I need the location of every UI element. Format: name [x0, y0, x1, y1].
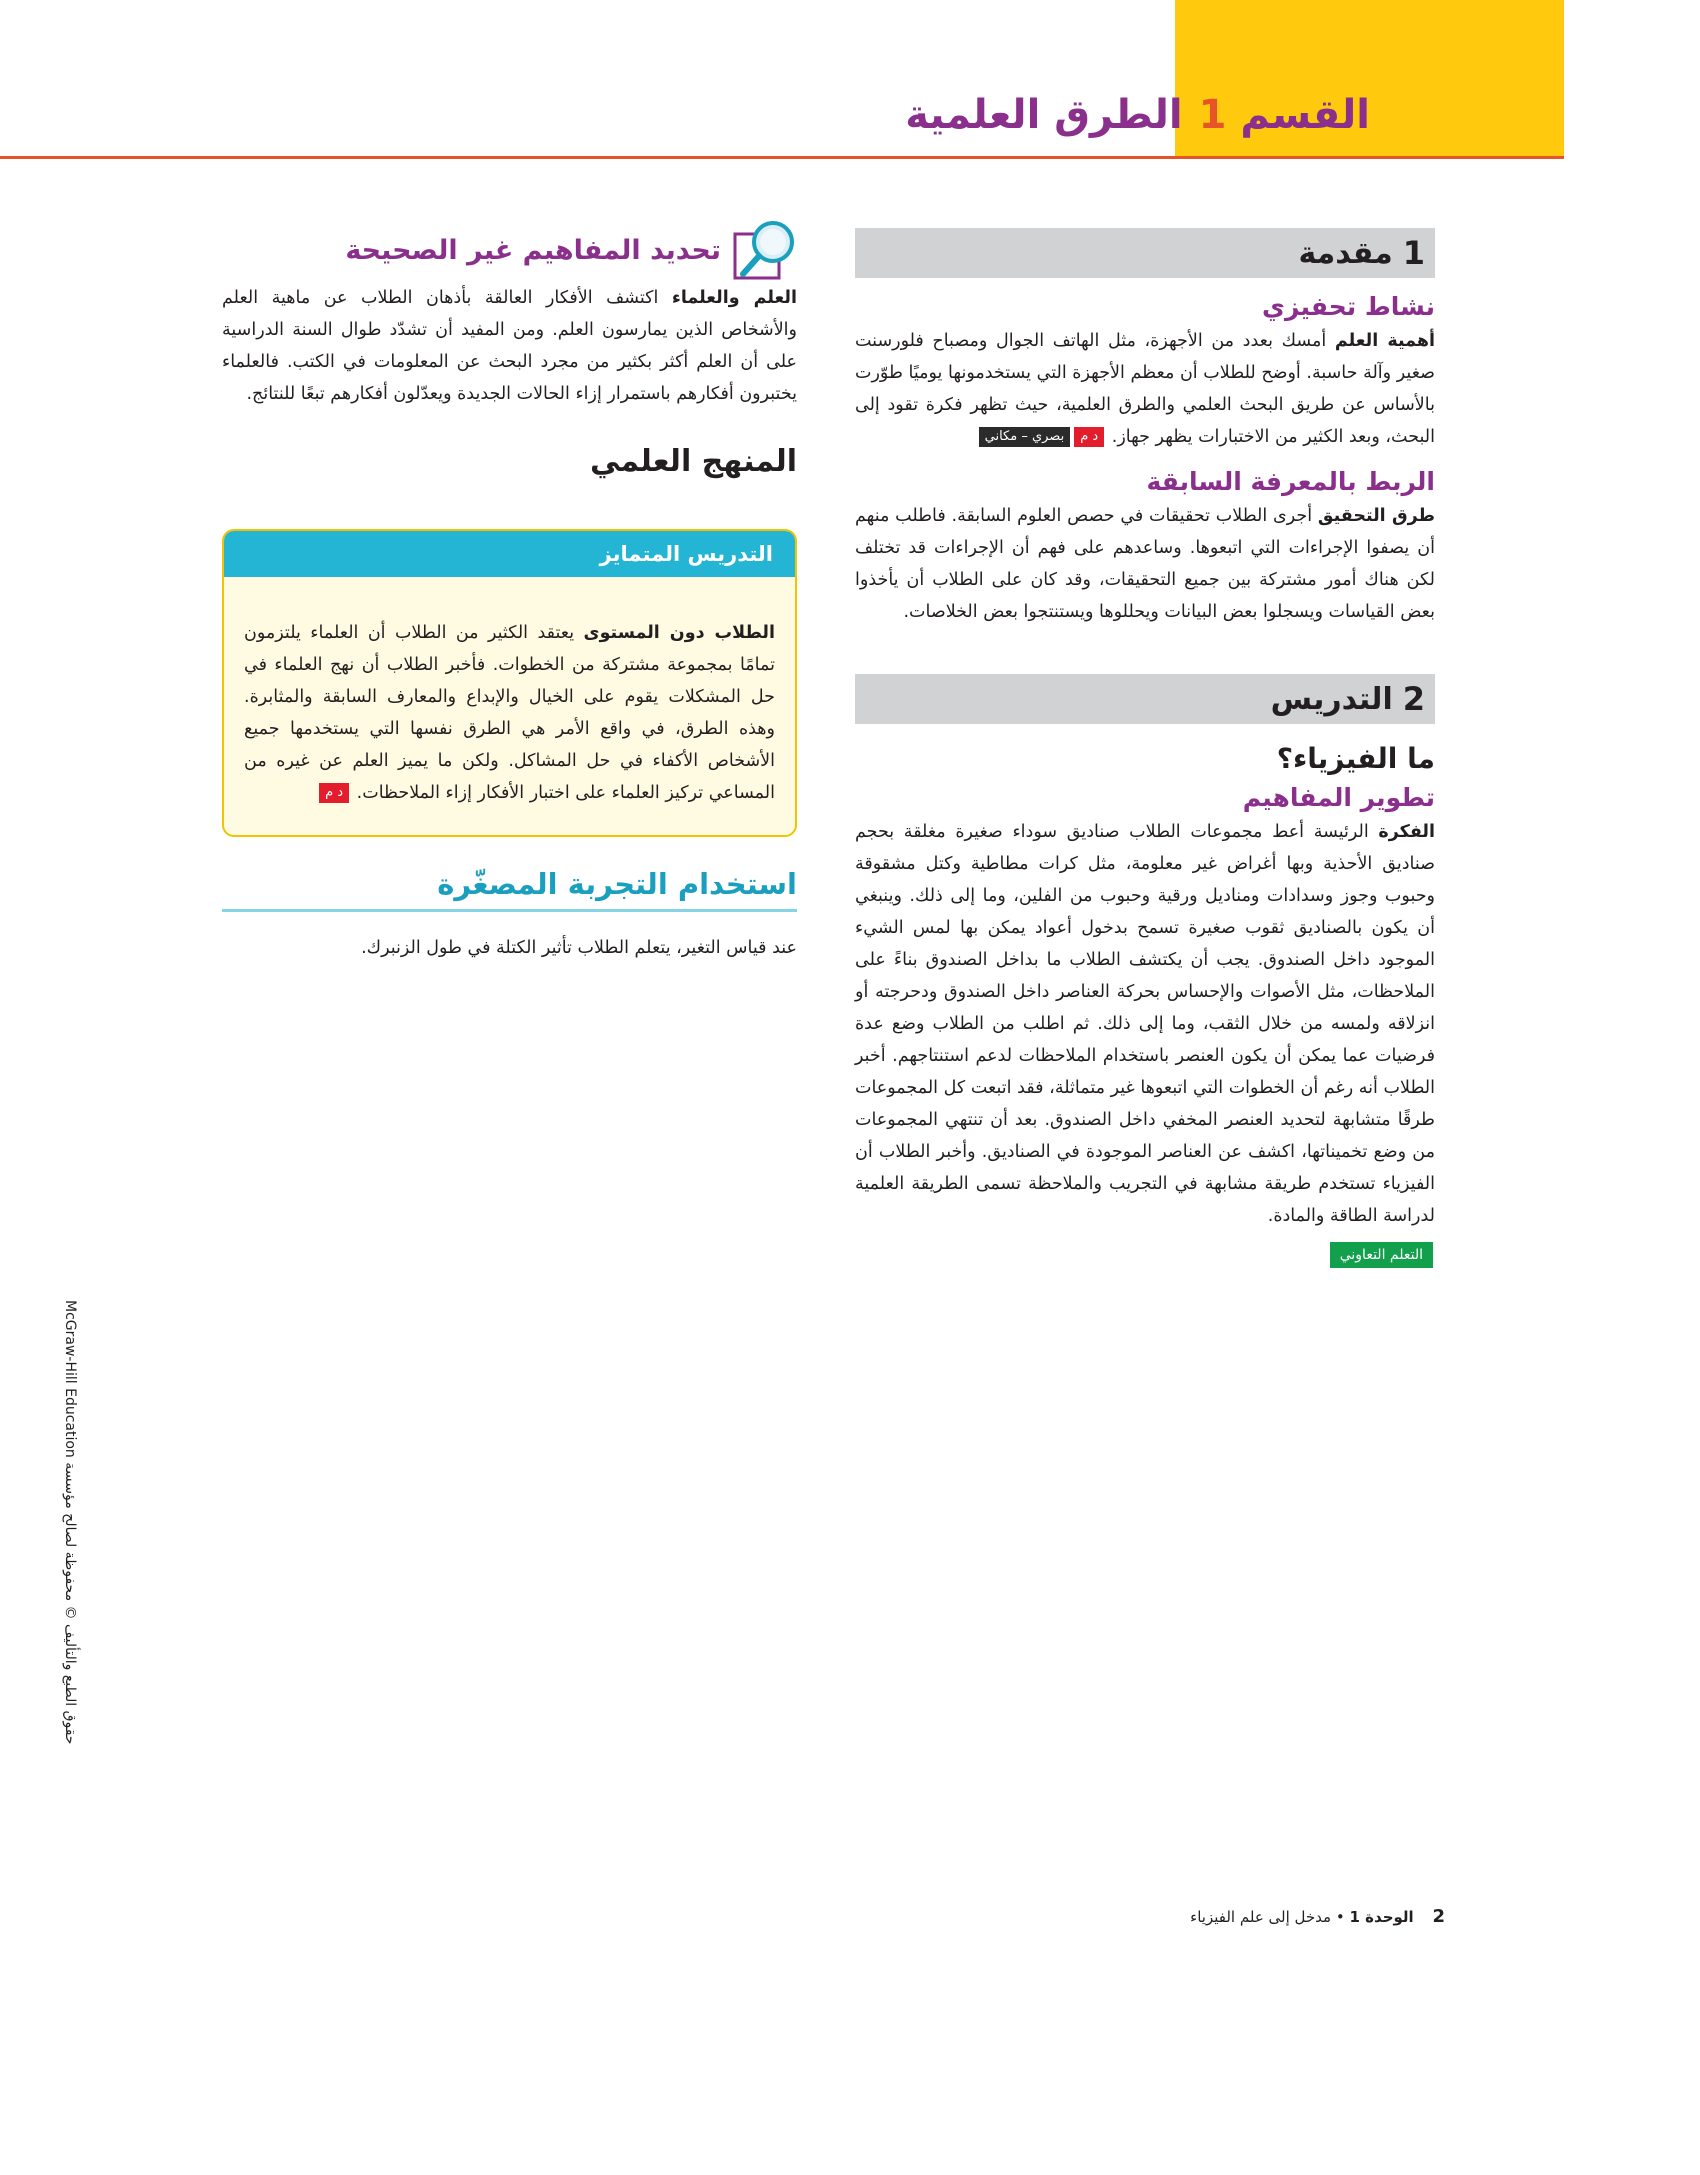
concepts-lead: الفكرة: [1378, 822, 1435, 842]
misconceptions-text: اكتشف الأفكار العالقة بأذهان الطلاب عن ماهية العلم والأشخاص الذين يمارسون العلم. ومن المفيد أن تشدّد طوال السنة الدراسية على أن العلم أكثر بكثير من مجرد البحث عن المعلومات في الكتب. فالعلماء يختبرون أفكارهم باستمرار إزاء الحالات الجديدة ويعدّلون أفكارهم تبعًا للنتائج.: [222, 288, 797, 404]
section-label: القسم: [1240, 92, 1370, 138]
intro-bar: [855, 228, 1435, 278]
concepts-heading: تطوير المفاهيم: [1242, 783, 1435, 812]
learning-style-tag: بصري – مكاني: [979, 427, 1071, 447]
differentiated-box: [222, 529, 797, 837]
what-is-physics-heading: ما الفيزياء؟: [1276, 742, 1435, 775]
coop-tag-row: [855, 1242, 1435, 1268]
motivation-heading: نشاط تحفيزي: [1262, 292, 1435, 321]
page-title: [905, 92, 1370, 138]
concepts-paragraph: [855, 816, 1435, 1232]
scientific-method-heading: المنهج العلمي: [590, 444, 797, 479]
copyright-text: حقوق الطبع والتأليف © محفوظة لصالح مؤسسة McGraw-Hill Education: [62, 1300, 78, 1745]
section-number: 1: [1198, 92, 1227, 138]
prior-knowledge-paragraph: [855, 500, 1435, 628]
page-number: 2: [1432, 1906, 1445, 1927]
unit-label: الوحدة 1: [1349, 1908, 1414, 1926]
left-column: [222, 218, 797, 964]
differentiated-lead: الطلاب دون المستوى: [583, 623, 776, 643]
prior-knowledge-lead: طرق التحقيق: [1317, 506, 1435, 526]
motivation-lead: أهمية العلم: [1334, 331, 1435, 351]
unit-title: مدخل إلى علم الفيزياء: [1190, 1908, 1332, 1926]
header-rule: [0, 156, 1564, 159]
misconceptions-heading: تحديد المفاهيم غير الصحيحة: [345, 234, 721, 266]
dm-tag: د م: [1074, 427, 1104, 447]
motivation-paragraph: [855, 325, 1435, 453]
intro-number: 1: [1402, 234, 1425, 272]
magnifier-icon: [731, 218, 797, 282]
teach-bar: [855, 674, 1435, 724]
mini-lab-paragraph: عند قياس التغير، يتعلم الطلاب تأثير الكتلة في طول الزنبرك.: [361, 938, 797, 958]
differentiated-body: [224, 577, 795, 835]
misconceptions-lead: العلم والعلماء: [671, 288, 797, 308]
intro-title: مقدمة: [1298, 235, 1393, 271]
dm-tag-2: د م: [319, 783, 349, 803]
differentiated-heading: التدريس المتمايز: [224, 531, 795, 577]
misconceptions-heading-row: [222, 218, 797, 282]
prior-knowledge-text: أجرى الطلاب تحقيقات في حصص العلوم السابقة. فاطلب منهم أن يصفوا الإجراءات التي اتبعوها. وساعدهم على فهم أن الإجراءات قد تختلف لكن هناك أمور مشتركة بين جميع التحقيقات، وقد كان على الطلاب أن يأخذوا بعض القياسات ويسجلوا بعض البيانات ويحللوها ويستنتجوا بعض الخلاصات.: [855, 506, 1435, 622]
footer-separator: •: [1335, 1908, 1345, 1926]
cooperative-learning-tag: التعلم التعاوني: [1330, 1242, 1433, 1268]
misconceptions-paragraph: [222, 282, 797, 410]
right-column: [855, 228, 1435, 1268]
concepts-text: الرئيسة أعط مجموعات الطلاب صناديق سوداء صغيرة مغلقة بحجم صناديق الأحذية وبها أغراض غير معلومة، مثل كرات مطاطية وكتل مشقوقة وحبوب وجوز وسدادات ومناديل ورقية وحبوب من الفلين، وما إلى ذلك. وينبغي أن يكون بالصناديق ثقوب صغيرة تسمح بدخول أعواد يمكن بها لمس الشيء الموجود داخل الصندوق. يجب أن يكتشف الطلاب ما بداخل الصندوق بناءً على الملاحظات، مثل الأصوات والإحساس بحركة العناصر داخل الصندوق ودحرجته أو انزلاقه ولمسه من خلال الثقب، وما إلى ذلك. ثم اطلب من الطلاب وضع عدة فرضيات عما يمكن أن يكون العنصر باستخدام الملاحظات لدعم استنتاجهم. أخبر الطلاب أنه رغم أن الخطوات التي اتبعوها غير متماثلة، فقد اتبعت كل المجموعات طرقًا متشابهة لتحديد العنصر المخفي داخل الصندوق. بعد أن تنتهي المجموعات من وضع تخميناتها، اكشف عن العناصر الموجودة في الصناديق. وأخبر الطلاب أن الفيزياء تستخدم طريقة مشابهة في التجريب والملاحظة تسمى الطريقة العلمية لدراسة الطاقة والمادة.: [855, 822, 1435, 1226]
differentiated-paragraph: [244, 617, 775, 809]
motivation-text: أمسك بعدد من الأجهزة، مثل الهاتف الجوال ومصباح فلورسنت صغير وآلة حاسبة. أوضح للطلاب أن معظم الأجهزة التي يستخدمونها يوميًا طوّرت بالأساس عن طريق البحث العلمي والطرق العلمية، حيث تظهر فكرة تقود إلى البحث، وبعد الكثير من الاختبارات يظهر جهاز.: [855, 331, 1435, 447]
teach-number: 2: [1402, 680, 1425, 718]
teach-title: التدريس: [1270, 681, 1393, 717]
section-title: الطرق العلمية: [905, 92, 1183, 138]
prior-knowledge-heading: الربط بالمعرفة السابقة: [1146, 467, 1435, 496]
mini-lab-heading: استخدام التجربة المصغّرة: [222, 867, 797, 912]
differentiated-text: يعتقد الكثير من الطلاب أن العلماء يلتزمون تمامًا بمجموعة مشتركة من الخطوات. فأخبر الطلاب أن نهج العلماء في حل المشكلات يقوم على الخيال والإبداع والمعارف السابقة والمثابرة. وهذه الطرق، في واقع الأمر هي الطرق نفسها التي يستخدمها جميع الأشخاص الأكفاء في حل المشاكل. ولكن ما يميز العلم عن غيره من المساعي تركيز العلماء على اختبار الأفكار إزاء الملاحظات.: [244, 623, 775, 803]
footer: [1190, 1906, 1445, 1927]
